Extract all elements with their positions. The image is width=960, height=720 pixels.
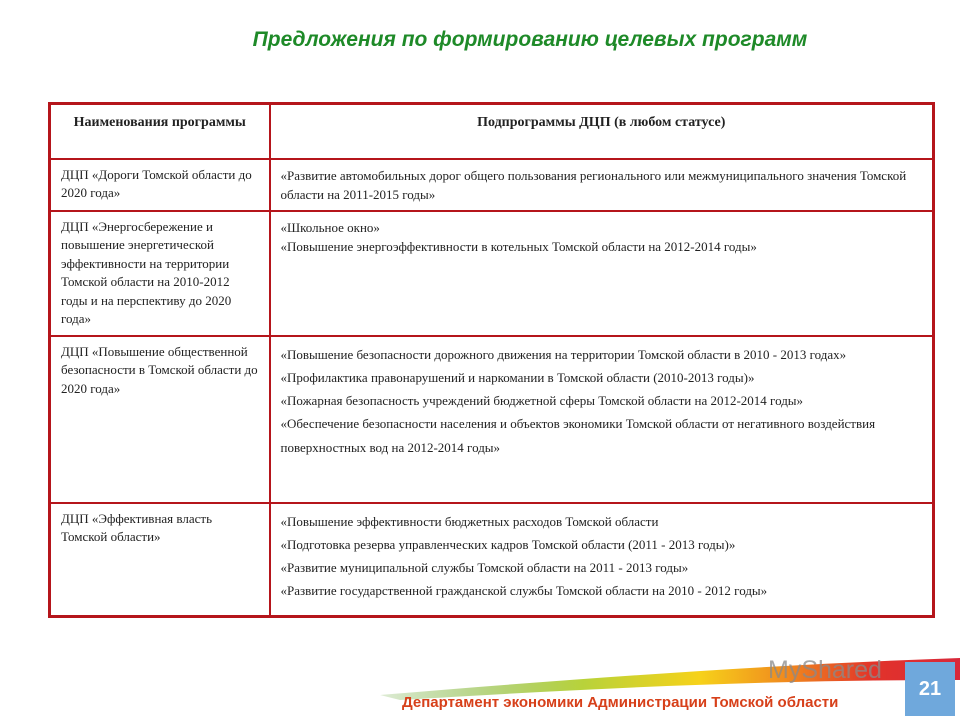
header-program: Наименования программы <box>50 104 270 159</box>
footer-organization: Департамент экономики Администрации Томской области <box>402 694 839 711</box>
subprogram: «Пожарная безопасность учреждений бюджетной сферы Томской области на 2012-2014 годы» <box>280 393 804 409</box>
subprogram: «Повышение безопасности дорожного движения на территории Томской области в 2010 - 2013 годах» <box>280 346 847 362</box>
watermark-logo: MyShared <box>768 656 882 684</box>
subprogram: «Школьное окно» <box>280 219 380 235</box>
table-row <box>50 159 934 211</box>
subprogram: «Профилактика правонарушений и наркомании в Томской области (2010-2013 годы)» <box>280 369 755 385</box>
subprogram: «Повышение эффективности бюджетных расходов Томской области <box>280 513 659 529</box>
subprograms-cell <box>270 503 934 617</box>
program-name: ДЦП «Эффективная власть Томской области» <box>50 503 270 617</box>
programs-table <box>48 102 935 618</box>
slide-title: Предложения по формированию целевых программ <box>252 28 808 51</box>
subprograms-cell <box>270 159 934 211</box>
subprograms-cell <box>270 211 934 336</box>
subprogram: «Подготовка резерва управленческих кадров Томской области (2011 - 2013 годы)» <box>280 536 736 552</box>
program-name: ДЦП «Дороги Томской области до 2020 года» <box>50 159 270 211</box>
table-row <box>50 503 934 617</box>
subprogram: «Развитие государственной гражданской службы Томской области на 2010 - 2012 годы» <box>280 583 768 599</box>
header-subprograms: Подпрограммы ДЦП (в любом статусе) <box>270 104 934 159</box>
table-row <box>50 211 934 336</box>
program-name: ДЦП «Повышение общественной безопасности в Томской области до 2020 года» <box>50 336 270 503</box>
program-name: ДЦП «Энергосбережение и повышение энергетической эффективности на территории Томской области на 2010-2012 годы и на перспективу до 2020 года» <box>50 211 270 336</box>
table-header-row <box>50 104 934 159</box>
subprogram: «Повышение энергоэффективности в котельных Томской области на 2012-2014 годы» <box>280 238 757 254</box>
subprogram: «Развитие автомобильных дорог общего пользования регионального или межмуниципального значения Томской области на 2011-2015 годы» <box>280 167 907 202</box>
table-row <box>50 336 934 503</box>
subprograms-cell <box>270 336 934 503</box>
page-number: 21 <box>905 662 955 716</box>
subprogram: «Развитие муниципальной службы Томской области на 2011 - 2013 годы» <box>280 560 689 576</box>
subprogram: «Обеспечение безопасности населения и объектов экономики Томской области от негативного воздействия поверхностных вод на 2012-2014 годы» <box>280 416 876 455</box>
